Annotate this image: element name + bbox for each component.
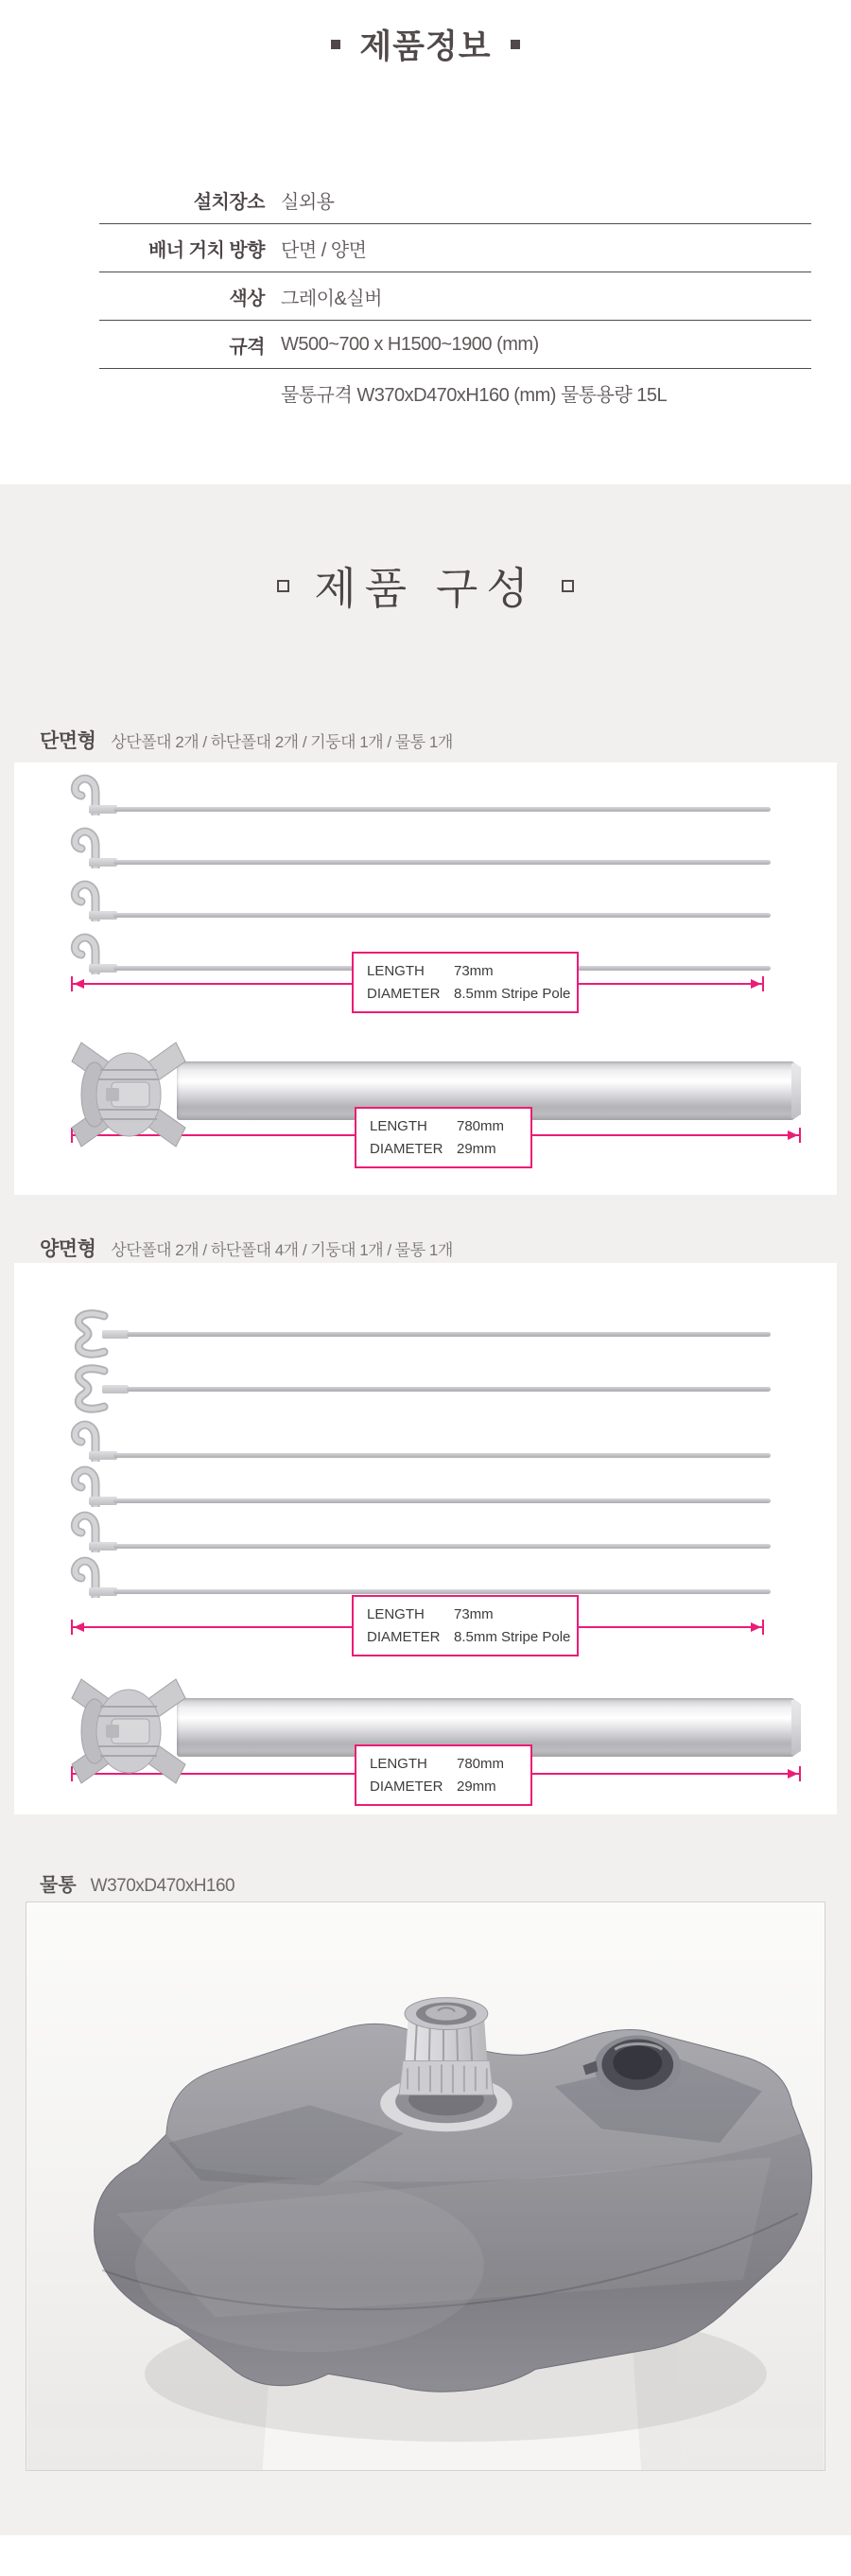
double-side-section-label (40, 1234, 453, 1262)
pole-shaft (113, 1453, 771, 1458)
table-row (99, 272, 811, 321)
top-pole-clip-graphic (66, 1362, 771, 1415)
square-bullet-icon (331, 40, 340, 49)
length-label: LENGTH (370, 1756, 427, 1772)
pole-shaft (127, 1387, 771, 1392)
pole-shaft (113, 807, 771, 812)
product-composition-section (0, 484, 851, 2535)
water-tank-section-label (40, 1869, 234, 1897)
spec-value: 물통규격 W370xD470xH160 (mm) 물통용량 15L (281, 385, 668, 406)
spec-value: 실외용 (281, 191, 335, 213)
pole-ferrule (102, 1330, 129, 1339)
spec-value: 단면 / 양면 (281, 239, 367, 261)
bottom-pole-graphic (66, 878, 771, 921)
diameter-label: DIAMETER (367, 985, 441, 1002)
length-value: 780mm (457, 1118, 505, 1134)
dimension-label-box (355, 1744, 532, 1806)
square-bullet-icon (511, 40, 520, 49)
table-row (99, 321, 811, 369)
spec-table (99, 176, 811, 417)
top-pole-clip-graphic (66, 1307, 771, 1360)
diameter-value: 8.5mm Stripe Pole (454, 985, 571, 1002)
page-title-row (0, 21, 851, 68)
hollow-square-icon (562, 580, 574, 592)
spec-label: 규격 (229, 336, 265, 358)
length-label: LENGTH (367, 1606, 425, 1622)
spec-label: 색상 (229, 288, 265, 309)
bottom-pole-graphic (66, 1418, 771, 1462)
water-tank-photo (26, 1902, 825, 2470)
spec-label: 설치장소 (193, 191, 265, 213)
diameter-value: 29mm (457, 1778, 496, 1795)
pole-shaft (113, 1544, 771, 1549)
diameter-label: DIAMETER (367, 1628, 441, 1645)
section-type-label: 단면형 (40, 730, 96, 752)
diameter-label: DIAMETER (370, 1140, 443, 1157)
water-tank-photo-panel (26, 1901, 825, 2471)
section-type-label: 양면형 (40, 1238, 96, 1260)
pole-shaft (113, 860, 771, 865)
composition-heading: 제품 구성 (314, 564, 537, 613)
length-label: LENGTH (370, 1118, 427, 1134)
dimension-label-box (352, 1595, 579, 1656)
tank-size: W370xD470xH160 (90, 1876, 235, 1896)
composition-heading-row (0, 554, 851, 617)
pole-bracket-graphic (66, 1675, 191, 1787)
length-label: LENGTH (367, 963, 425, 979)
diameter-value: 29mm (457, 1140, 496, 1157)
length-value: 780mm (457, 1756, 505, 1772)
tank-label: 물통 (40, 1875, 77, 1896)
single-side-panel (14, 762, 837, 1195)
pole-bracket-graphic (66, 1039, 191, 1150)
pole-shaft (113, 1498, 771, 1503)
length-value: 73mm (454, 1606, 494, 1622)
bottom-pole-graphic (66, 1509, 771, 1552)
section-type-desc: 상단폴대 2개 / 하단폴대 4개 / 기둥대 1개 / 물통 1개 (111, 1241, 453, 1259)
double-side-panel (14, 1263, 837, 1814)
top-pole-graphic (66, 772, 771, 815)
pole-shaft (113, 913, 771, 918)
hollow-square-icon (277, 580, 289, 592)
section-type-desc: 상단폴대 2개 / 하단폴대 2개 / 기둥대 1개 / 물통 1개 (111, 733, 453, 751)
bottom-pole-graphic (66, 1554, 771, 1598)
table-row (99, 224, 811, 272)
pole-ferrule (102, 1385, 129, 1393)
pole-shaft (113, 1589, 771, 1594)
table-row (99, 369, 811, 417)
dimension-label-box (355, 1107, 532, 1168)
diameter-value: 8.5mm Stripe Pole (454, 1628, 571, 1645)
bottom-pole-graphic (66, 1463, 771, 1507)
page-title: 제품정보 (359, 28, 492, 65)
single-side-section-label (40, 726, 453, 754)
pole-shaft (127, 1332, 771, 1337)
length-value: 73mm (454, 963, 494, 979)
spec-value: W500~700 x H1500~1900 (mm) (281, 333, 539, 355)
spec-value: 그레이&실버 (281, 288, 382, 309)
spec-label: 배너 거치 방향 (148, 239, 265, 261)
table-row (99, 176, 811, 224)
dimension-label-box (352, 952, 579, 1013)
top-pole-graphic (66, 825, 771, 868)
diameter-label: DIAMETER (370, 1778, 443, 1795)
